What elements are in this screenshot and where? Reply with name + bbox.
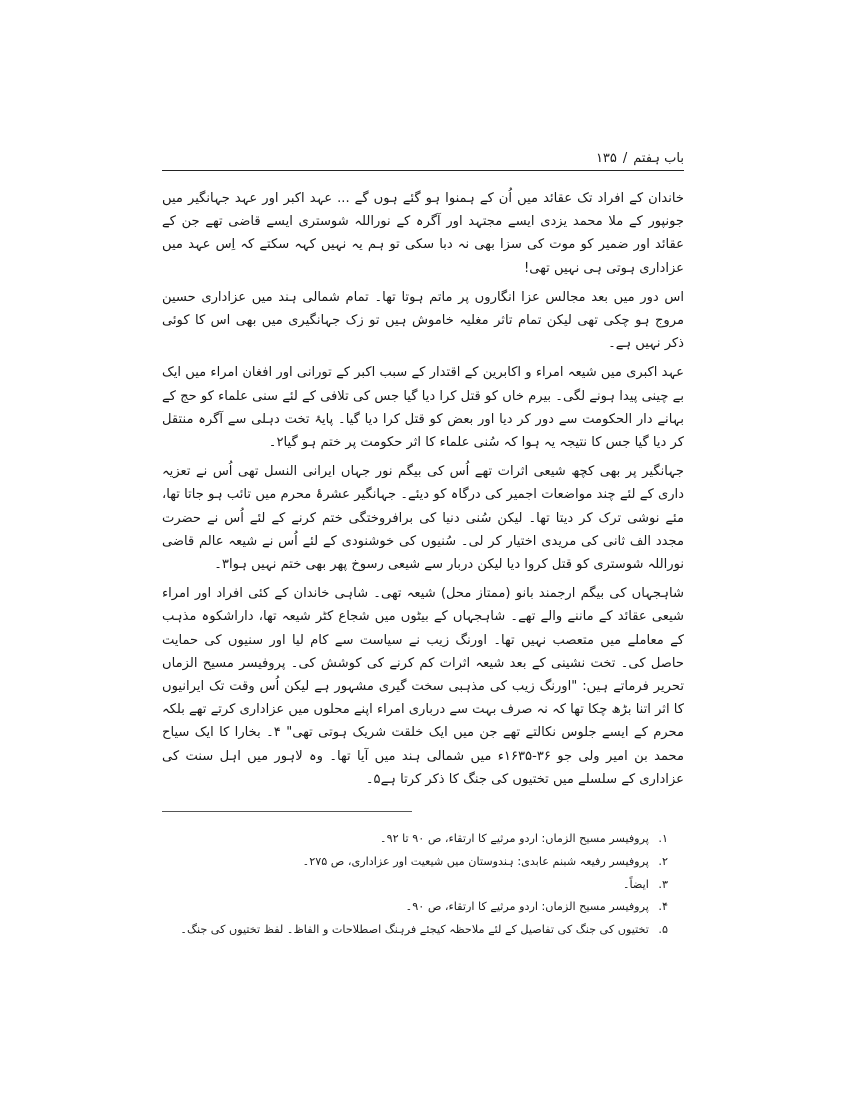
header-separator: / [622,151,628,166]
footnote-text: پروفیسر رفیعہ شبنم عابدی: ہندوستان میں شیعیت اور عزاداری، ص ۲۷۵۔ [302,854,649,868]
footnote-number: ۴. [658,900,668,914]
footnote-item [162,851,668,874]
footnote-text: تختیوں کی جنگ کی تفاصیل کے لئے ملاحظہ کیجئے فرہنگ اصطلاحات و الفاظ۔ لفظ تختیوں کی جنگ۔ [180,923,649,937]
footnote-item [162,896,668,919]
paragraph: اس دور میں بعد مجالس عزا انگاروں پر ماتم ہوتا تھا۔ تمام شمالی ہند میں عزاداری حسین مروج ہو چکی تھی لیکن تمام تاثر مغلیہ خاموش ہیں تو زک جہانگیری میں بھی اس کا کوئی ذکر نہیں ہے۔ [162,289,684,352]
footnote-text: ایضاً۔ [622,877,649,891]
paragraph: جہانگیر پر بھی کچھ شیعی اثرات تھے اُس کی بیگم نور جہاں ایرانی النسل تھی اُس نے تعزیہ داری کے لئے چند مواضعات اجمیر کی درگاہ کو دیئے۔ جہانگیر عشرۂ محرم میں تائب ہو جاتا تھا، مئے نوشی ترک کر دیتا تھا۔ لیکن سُنی دنیا کی برافروختگی ختم کرنے کے لئے اُس نے حضرت مجدد الف ثانی کی مریدی اختیار کر لی۔ سُنیوں کی خوشنودی کے لئے اُس نے شیعہ عالم قاضی نوراللہ شوستری کو قتل کروا دیا لیکن دربار سے شیعی رسوخ پھر بھی ختم نہیں ہوا۳۔ [162,464,684,573]
footnote-item [162,919,668,942]
footnote-number: ۲. [658,854,668,868]
footnote-item [162,874,668,897]
book-page [162,140,684,942]
paragraph: شاہجہاں کی بیگم ارجمند بانو (ممتاز محل) شیعہ تھی۔ شاہی خاندان کے کئی افراد اور امراء شیعی عقائد کے ماننے والے تھے۔ شاہجہاں کے بیٹوں میں شجاع کٹر شیعہ تھا، داراشکوہ مذہب کے معاملے میں متعصب نہیں تھا۔ اورنگ زیب نے سیاست سے کام لیا اور سنیوں کی حمایت حاصل کی۔ تخت نشینی کے بعد شیعہ اثرات کم کرنے کی کوشش کی۔ پروفیسر مسیح الزماں تحریر فرماتے ہیں: "اورنگ زیب کی مذہبی سخت گیری مشہور ہے لیکن اُس وقت تک ایرانیوں کا اثر اتنا بڑھ چکا تھا کہ نہ صرف بہت سے درباری امراء اپنے محلوں میں عزاداری کرتے تھے بلکہ محرم کے ایسے جلوس نکالتے تھے جن میں ایک خلقت شریک ہوتی تھی" ۴۔ بخارا کا ایک سیاح محمد بن امیر ولی جو ۳۶-۱۶۳۵ء میں شمالی ہند میں آیا تھا۔ وہ لاہور میں اہل سنت کی عزاداری کے سلسلے میں تختیوں کی جنگ کا ذکر کرتا ہے۵۔ [162,586,684,787]
footnote-number: ۵. [658,923,668,937]
chapter-title: باب ہفتم [633,151,684,166]
body-text [162,187,684,791]
footnote-item [162,828,668,851]
paragraph: عہد اکبری میں شیعہ امراء و اکابرین کے اقتدار کے سبب اکبر کے تورانی اور افغان امراء میں ایک بے چینی پیدا ہونے لگی۔ بیرم خاں کو قتل کرا دیا گیا جس کی تلافی کے لئے سنی علماء کو حج کے بہانے دار الحکومت سے دور کر دیا اور بعض کو قتل کرا دیا گیا۔ پایۂ تخت دہلی سے آگرہ منتقل کر دیا گیا جس کا نتیجہ یہ ہوا کہ سُنی علماء کا اثر حکومت پر ختم ہو گیا۲۔ [162,365,684,451]
footnote-text: پروفیسر مسیح الزماں: اردو مرثیے کا ارتقاء، ص ۹۰ تا ۹۲۔ [380,832,649,846]
footnote-divider [162,811,412,812]
page-number: ۱۳۵ [595,151,617,166]
footnote-number: ۱. [658,832,668,846]
footnotes [162,828,684,942]
running-header [162,140,684,171]
footnote-number: ۳. [658,877,668,891]
paragraph: خاندان کے افراد تک عقائد میں اُن کے ہمنوا ہو گئے ہوں گے ... عہد اکبر اور عہد جہانگیر میں جونپور کے ملا محمد یزدی ایسے مجتہد اور آگرہ کے نوراللہ شوستری ایسے قاضی تھے جن کے عقائد اور ضمیر کو موت کی سزا بھی نہ دبا سکی تو ہم یہ نہیں کہہ سکتے کہ اِس عہد میں عزاداری ہوتی ہی نہیں تھی! [162,191,684,276]
footnote-text: پروفیسر مسیح الزماں: اردو مرثیے کا ارتقاء، ص ۹۰۔ [405,900,649,914]
